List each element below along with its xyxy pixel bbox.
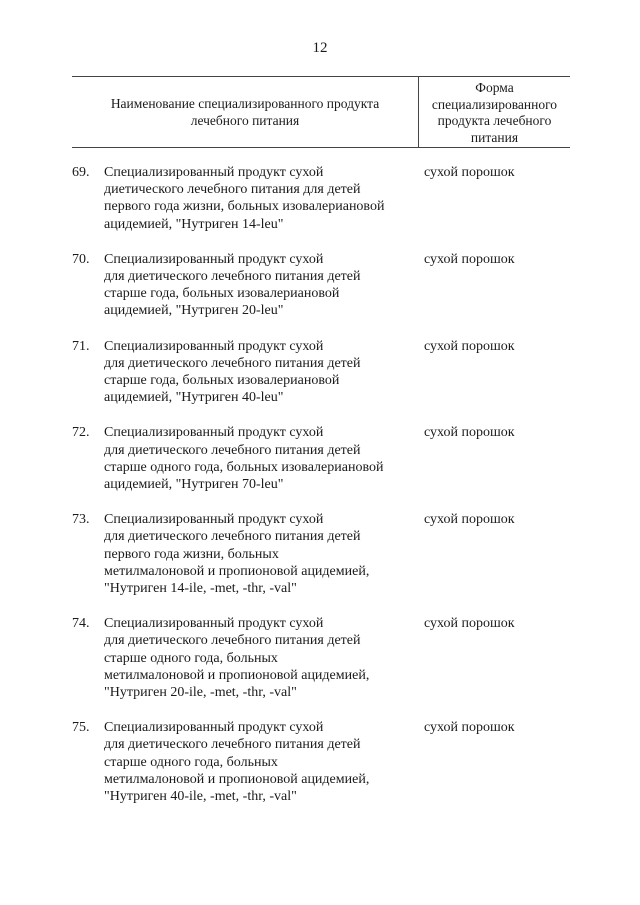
row-product-name-line: первого года жизни, больных изовалериановой (104, 199, 385, 215)
row-product-name-line: ацидемией, "Нутриген 14-leu" (104, 216, 284, 232)
table-header (72, 76, 570, 148)
row-product-name (104, 511, 409, 597)
row-product-form: сухой порошок (424, 425, 515, 441)
row-product-name-line: Специализированный продукт сухой (104, 616, 324, 632)
row-product-form: сухой порошок (424, 720, 515, 736)
header-product-form (419, 80, 570, 146)
row-product-name-line: Специализированный продукт сухой (104, 338, 324, 354)
row-number: 69. (72, 165, 90, 180)
header-product-name (72, 95, 418, 129)
row-product-name-line: Специализированный продукт сухой (104, 165, 324, 180)
row-product-name (104, 424, 409, 493)
header-col2-line: питания (470, 129, 519, 145)
row-number: 73. (72, 512, 90, 528)
table-row (72, 511, 570, 597)
row-product-name-line: старше одного года, больных (104, 650, 278, 666)
row-product-name (104, 719, 409, 805)
row-product-form: сухой порошок (424, 165, 515, 180)
row-product-form: сухой порошок (424, 251, 515, 267)
row-product-name (104, 615, 409, 701)
row-product-name-line: "Нутриген 14-ile, -met, -thr, -val" (104, 581, 297, 597)
table-row (72, 251, 570, 320)
row-product-form: сухой порошок (424, 616, 515, 632)
page-number: 12 (312, 40, 328, 56)
row-number: 72. (72, 425, 90, 441)
row-number: 74. (72, 616, 90, 632)
row-number: 70. (72, 251, 90, 267)
row-product-name-line: "Нутриген 40-ile, -met, -thr, -val" (104, 789, 297, 805)
row-product-form: сухой порошок (424, 512, 515, 528)
row-product-name-line: Специализированный продукт сухой (104, 512, 324, 528)
row-product-name-line: старше одного года, больных (104, 754, 278, 770)
header-col2-line: специализированного (431, 96, 558, 112)
row-product-name-line: метилмалоновой и пропионовой ацидемией, (104, 563, 370, 579)
row-product-name-line: старше года, больных изовалериановой (104, 373, 340, 389)
header-col2-line: Форма (475, 80, 514, 95)
row-product-name (104, 251, 409, 320)
row-product-name-line: старше года, больных изовалериановой (104, 286, 340, 302)
table-row (72, 615, 570, 701)
row-number: 75. (72, 720, 90, 736)
row-product-name-line: Специализированный продукт сухой (104, 720, 324, 736)
row-product-name-line: Специализированный продукт сухой (104, 251, 324, 267)
row-product-name-line: ацидемией, "Нутриген 70-leu" (104, 477, 284, 493)
row-product-name (104, 164, 409, 233)
row-product-name-line: для диетического лечебного питания детей (104, 269, 361, 285)
row-product-name-line: для диетического лечебного питания детей (104, 442, 361, 458)
row-product-name-line: "Нутриген 20-ile, -met, -thr, -val" (104, 685, 297, 701)
row-number: 71. (72, 338, 90, 354)
table-row (72, 338, 570, 407)
header-col2-line: продукта лечебного (437, 113, 552, 128)
row-product-name-line: ацидемией, "Нутриген 20-leu" (104, 303, 284, 319)
row-product-name-line: для диетического лечебного питания детей (104, 529, 361, 545)
row-product-name (104, 338, 409, 407)
table-row (72, 719, 570, 805)
row-product-name-line: для диетического лечебного питания детей (104, 737, 361, 753)
row-product-name-line: диетического лечебного питания для детей (104, 182, 361, 198)
row-product-name-line: старше одного года, больных изовалериановой (104, 459, 384, 475)
row-product-name-line: первого года жизни, больных (104, 546, 279, 562)
row-product-name-line: Специализированный продукт сухой (104, 425, 324, 441)
header-col1-line: лечебного питания (190, 113, 300, 128)
row-product-form: сухой порошок (424, 338, 515, 354)
row-product-name-line: ацидемией, "Нутриген 40-leu" (104, 390, 284, 406)
row-product-name-line: метилмалоновой и пропионовой ацидемией, (104, 771, 370, 787)
table-row (72, 424, 570, 493)
table-row (72, 164, 570, 233)
table-body (72, 164, 570, 823)
row-product-name-line: метилмалоновой и пропионовой ацидемией, (104, 667, 370, 683)
header-col1-line: Наименование специализированного продукта (110, 96, 380, 111)
row-product-name-line: для диетического лечебного питания детей (104, 633, 361, 649)
row-product-name-line: для диетического лечебного питания детей (104, 355, 361, 371)
